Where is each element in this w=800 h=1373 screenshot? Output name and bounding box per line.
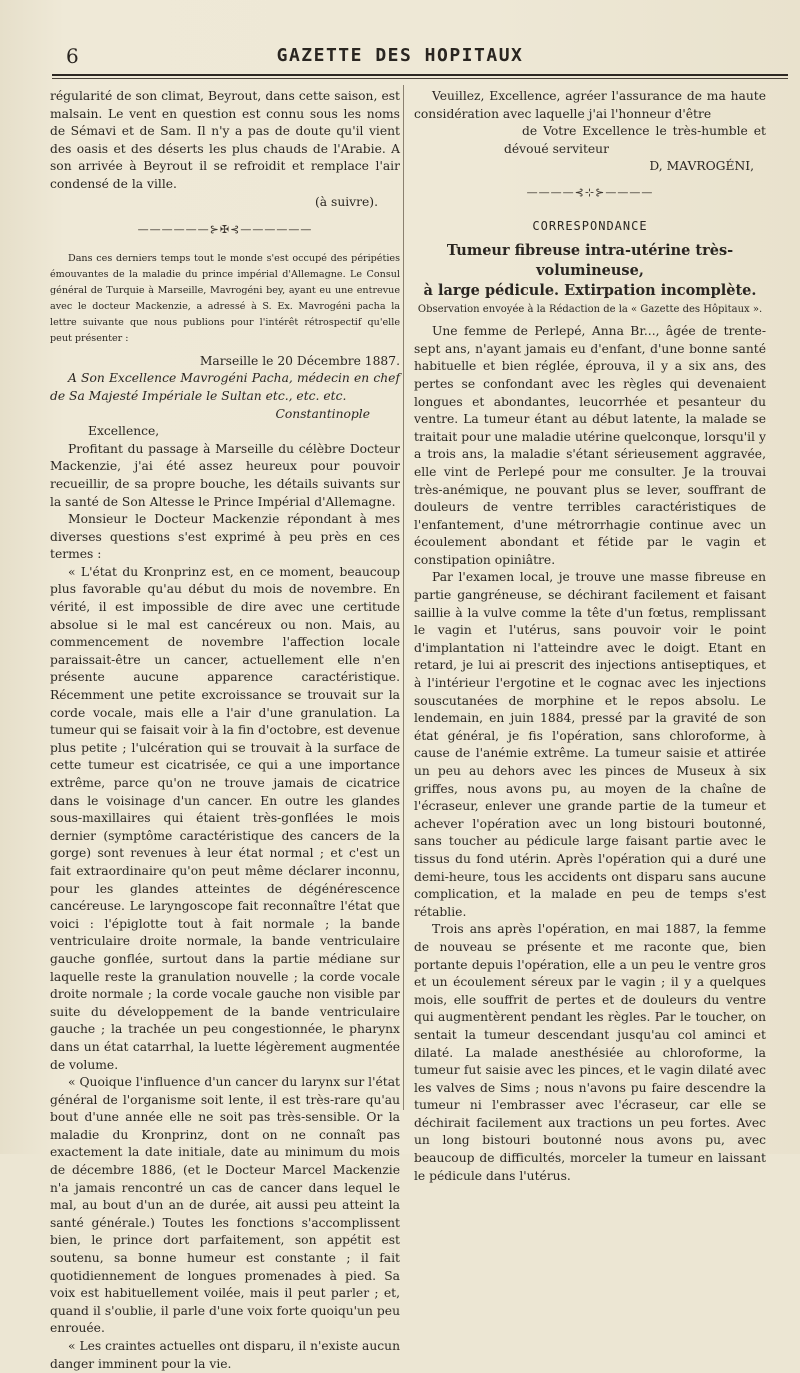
running-title: GAZETTE DES HOPITAUX — [276, 45, 524, 66]
article-paragraph-1: Une femme de Perlepé, Anna Br..., âgée de trente-sept ans, n'ayant jamais eu d'enfant, d'une bonne santé habituelle et bien réglée, éprouva, il y a six ans, des pertes se confondant avec les règles qui devenaient longues et abondantes, leucorrhée et pesanteur du ventre. La tumeur étant au début latente, la malade se traitait pour une maladie utérine quelconque, lorsqu'il y a trois ans, la maladie s'étant sérieusement aggravée, elle vint de Perlepé pour me consulter. Je la trouvai très-anémique, ne pouvant plus se lever, souffrant de douleurs de ventre terribles caractéristiques de l'enfantement, d'une métrorrhagie continue avec un écoulement abondant et fétide par le vagin et constipation opiniâtre. — [414, 324, 766, 567]
left-column — [50, 88, 400, 1373]
article-title-line-2: à large pédicule. Extirpation incomplète. — [423, 282, 757, 300]
article-paragraph-2: Par l'examen local, je trouve une masse fibreuse en partie gangréneuse, se déchirant facilement et faisant saillie à la vulve comme la tête d'un fœtus, remplissant le vagin et l'utérus, sans pouvoir voir le point d'implantation ni l'atteindre avec le doigt. Etant en retard, je lui ai prescrit des injections antiseptiques, et à l'intérieur l'ergotine et le cognac avec les injections souscutanées de morphine et le repos absolu. Le lendemain, en juin 1884, pressé par la gravité de son état général, je fis l'opération, sans chloroforme, à cause de l'anémie extrême. La tumeur saisie et attirée un peu au dehors avec les pinces de Museux à six griffes, nous avons pu, au moyen de la chaîne de l'écraseur, enlever une grande partie de la tumeur et achever l'opération avec un long bistouri boutonné, sans toucher au pédicule large faisant partie avec le tissus du fond utérin. Après l'opération qui a duré une demi-heure, tous les accidents ont disparu sans aucune complication, et la malade en peu de temps s'est rétablie. — [414, 570, 766, 919]
letter-salutation: Excellence, — [88, 424, 160, 439]
letter-signature: D, MAVROGÉNI, — [649, 159, 754, 174]
quote-paragraph-1: « L'état du Kronprinz est, en ce moment, beaucoup plus favorable qu'au début du mois de novembre. En vérité, il est impossible de dire avec une certitude absolue si le mal est cancéreux ou non. Mais, au commencement de novembre l'affection locale paraissait-être un cancer, actuellement elle n'en présente aucune apparence caractéristique. Récemment une petite excroissance se trouvait sur la corde vocale, mais elle a l'air d'une granulation. La tumeur qui se faisait voir à la fin d'octobre, est devenue plus petite ; l'ulcération qui se trouvait à la surface de cette tumeur est cicatrisée, ce qui a une importance extrême, parce qu'on ne trouve jamais de cicatrice dans le voisinage d'un cancer. En outre les glandes sous-maxillaires qui étaient très-gonflées le mois dernier (symptôme caractéristique des cancers de la gorge) sont revenues à leur état normal ; et c'est un fait extraordinaire qu'on peut même déclarer inconnu, pour les glandes atteintes de dégénérescence cancéreuse. Le laryngoscope fait reconnaître l'état que voici : l'épiglotte tout à fait normale ; la bande ventriculaire droite normale, la bande ventriculaire gauche gonflée, surtout dans la partie médiane sur laquelle reste la granulation nouvelle ; la corde vocale droite normale ; la corde vocale gauche non visible par suite du développement de la bande ventriculaire gauche ; la trachée un peu congestionnée, le pharynx dans un état catarrhal, la luette légèrement augmentée de volume. — [50, 564, 400, 1072]
page-header — [0, 0, 800, 90]
letter-paragraph-1: Profitant du passage à Marseille du célèbre Docteur Mackenzie, j'ai été assez heureux pour pouvoir recueillir, de sa propre bouche, les détails suivants sur la santé de Son Altesse le Prince Impérial d'Allemagne. — [50, 441, 400, 509]
letter-closing: Veuillez, Excellence, agréer l'assurance de ma haute considération avec laquelle j'ai l'honneur d'être — [414, 89, 766, 121]
page-number: 6 — [66, 44, 79, 68]
letter-date: Marseille le 20 Décembre 1887. — [199, 353, 400, 368]
letter-paragraph-2: Monsieur le Docteur Mackenzie répondant à mes diverses questions s'est exprimé à peu près en ces termes : — [50, 512, 400, 562]
section-heading: CORRESPONDANCE — [532, 218, 648, 233]
letter-closing-2: de Votre Excellence le très-humble et dévoué serviteur — [504, 124, 766, 156]
column-divider — [403, 85, 404, 1110]
ornament-divider: ——————⊱✠⊰—————— — [137, 223, 313, 237]
article-paragraph-3: Trois ans après l'opération, en mai 1887, la femme de nouveau se présente et me raconte que, bien portante depuis l'opération, elle a un peu le ventre gros et un écoulement séreux par le vagin ; il y a quelques mois, elle souffrit de pertes et de douleurs du ventre qui augmentèrent pendant les règles. Par le toucher, on sentait la tumeur descendant jusqu'au col aminci et dilaté. La malade anesthésiée au chloroforme, la tumeur fut saisie avec les pinces, et le vagin dilaté avec les valves de Sims ; nous n'avons pu faire descendre la tumeur ni l'embrasser avec l'écraseur, car elle se déchirait facilement aux tractions un peu fortes. Avec un long bistouri boutonné nous avons pu, avec beaucoup de difficultés, morceler la tumeur en laissant le pédicule dans l'utérus. — [414, 922, 766, 1183]
editorial-intro: Dans ces derniers temps tout le monde s'est occupé des péripéties émouvantes de la maladie du prince impérial d'Allemagne. Le Consul général de Turquie à Marseille, Mavrogéni bey, ayant eu une entrevue avec le docteur Mackenzie, a adressé à S. Ex. Mavrogéni pacha la lettre suivante que nous publions pour l'intérêt rétrospectif qu'elle peut présenter : — [50, 252, 400, 344]
quote-paragraph-3: « Les craintes actuelles ont disparu, il n'existe aucun danger imminent pour la vie. — [50, 1339, 400, 1371]
quote-paragraph-2: « Quoique l'influence d'un cancer du larynx sur l'état général de l'organisme soit lente, il est très-rare qu'au bout d'une année elle ne soit pas très-sensible. Or la maladie du Kronprinz, dont on ne connaît pas exactement la date initiale, date au minimum du mois de décembre 1886, (et le Docteur Marcel Mackenzie n'a jamais rencontré un cas de cancer dans lequel le mal, au bout d'un an de durée, ait aussi peu atteint la santé générale.) Toutes les fonctions s'accomplissent bien, le prince dort parfaitement, son appétit est soutenu, sa bonne humeur est constante ; il fait quotidiennement de longues promenades à pied. Sa voix est habituellement voilée, mais il peut parler ; et, quand il s'oublie, il parle d'une voix forte quoiqu'un peu enrouée. — [50, 1075, 400, 1336]
right-column — [414, 88, 766, 1185]
to-be-continued: (à suivre). — [314, 194, 378, 209]
article-title-line-1: Tumeur fibreuse intra-utérine très-volumineuse, — [446, 242, 734, 280]
ornament-divider-2: ————⊰⊹⊱———— — [526, 185, 654, 199]
header-rule — [52, 74, 788, 76]
letter-address: A Son Excellence Mavrogéni Pacha, médecin en chef de Sa Majesté Impériale le Sultan etc., etc. etc. — [50, 371, 400, 403]
letter-place: Constantinople — [275, 406, 370, 421]
observation-note: Observation envoyée à la Rédaction de la « Gazette des Hôpitaux ». — [417, 304, 763, 316]
header-rule-thin — [52, 78, 788, 79]
paragraph-climate: régularité de son climat, Beyrout, dans cette saison, est malsain. Le vent en question est connu sous les noms de Sémavi et de Sam. Il n'y a pas de doute qu'il vient des oasis et des déserts les plus chauds de l'Arabie. A son arrivée à Beyrout il se refroidit et remplace l'air condensé de la ville. — [50, 89, 400, 191]
